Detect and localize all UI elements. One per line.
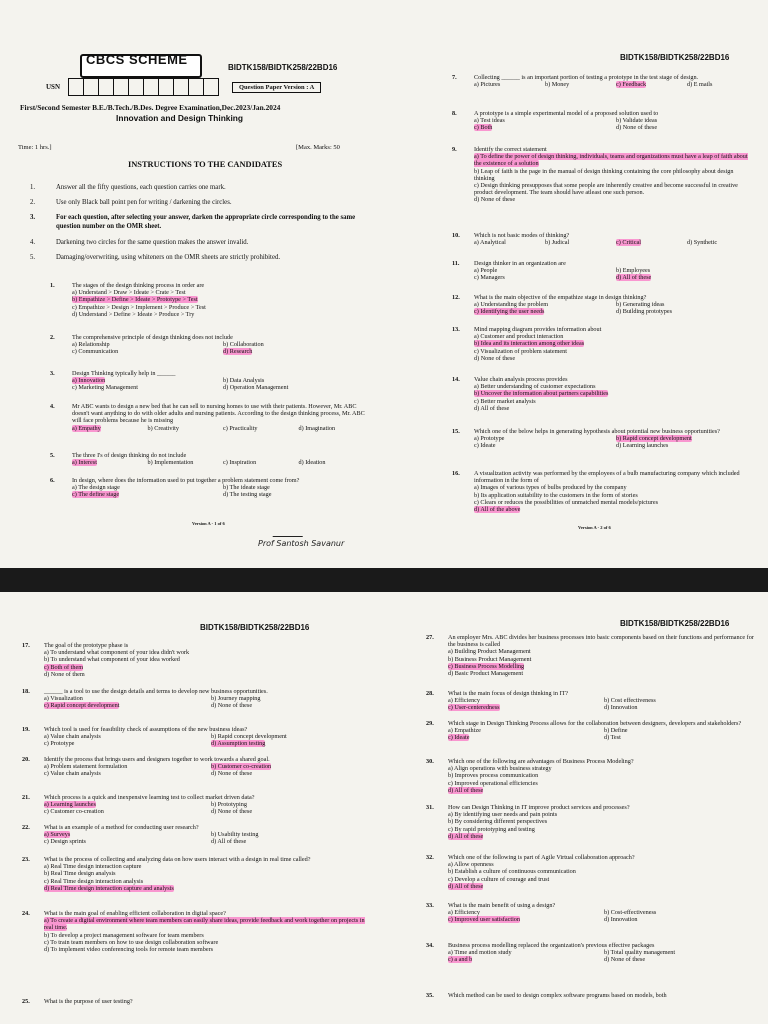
question-2: 2. The comprehensive principle of design thinking does not include a) Relationship b) Collaboration c) Communication d) Research [50, 334, 264, 356]
subject-title: Innovation and Design Thinking [116, 113, 244, 123]
question-21: 21. Which process is a quick and inexpensive learning test to collect market driven data? a) Learning launches b) Prototyping c) Customer co-creation d) None of these [22, 794, 255, 816]
page-2-footer: Version A - 2 of 6 [578, 525, 611, 530]
question-1: 1. The stages of the design thinking process in order are a) Understand > Draw > Ideate > Crate > Test b) Empathize > Define > Ideate > Prototype > Test c) Empathize > Design > Implement > Produce > Test d) Understand > Define > Ideate > Produce > Try [50, 282, 206, 318]
instruction-3: 3. For each question, after selecting your answer, darken the appropriate circle corresponding to the same question number on the OMR sheet. [30, 214, 356, 230]
bottom-scan-sheet [0, 592, 768, 1024]
question-18: 18. ______ is a tool to use the design details and terms to develop new business opportunities. a) Visualization b) Journey mapping c) Rapid concept development d) None of these [22, 688, 268, 710]
question-15: 15. Which one of the below helps in generating hypothesis about potential new business opportunities? a) Prototype b) Rapid concept development c) Ideate d) Learning launches [452, 428, 720, 450]
instruction-5: 5. Damaging/overwriting, using whiteners on the OMR sheets are strictly prohibited. [30, 254, 281, 261]
instruction-1: 1. Answer all the fifty questions, each question carries one mark. [30, 184, 226, 191]
question-10: 10. Which is not basic modes of thinking? a) Analytical b) Judical c) Critical d) Synthetic [452, 232, 718, 247]
question-32: 32. Which one of the following is part of Agile Virtual collaboration approach? a) Allow openness b) Establish a culture of continuous communication c) Develop a culture of courage and trust d) All of these [426, 854, 635, 890]
question-4: 4. Mr ABC wants to design a new bed that he can sell to nursing homes to use with their patients. However, Mr. ABC doesn't want anything to do with older adults and nursing patients. According to the design thinking process, Mr. ABC will face problems because he is missing a) Empathy b) Creativity c) Practicality d) Imagination [50, 403, 365, 432]
question-35: 35. Which method can be used to design complex software programs based on models, both [426, 992, 667, 999]
question-24: 24. What is the main goal of enabling efficient collaboration in digital space? a) To create a digital environment where team members can easily share ideas, provide feedback and work together on projects in real time. b) To develop a project management software for team members c) To train team members on how to use design collaboration software d) To implement video conferencing tools for remote team members [22, 910, 365, 954]
question-29: 29. Which stage in Design Thinking Process allows for the collaboration between designers, developers and stakeholders? a) Empathize b) Define c) Ideate d) Test [426, 720, 742, 742]
page-1 [0, 0, 384, 568]
question-27: 27. An employer Mrs. ABC divides her business processes into basic components based on their functions and performance for the business is called a) Building Product Management b) Business Product Management c) Business Process Modelling d) Basic Product Management [426, 634, 754, 678]
question-17: 17. The goal of the prototype phase is a) To understand what component of your idea didn't work b) To understand what component of your idea worked c) Both of them d) None of them [22, 642, 190, 678]
question-28: 28. What is the main focus of design thinking in IT? a) Efficiency b) Cost effectiveness c) User-centeredness d) Innovation [426, 690, 656, 712]
highlight-answer: b) Empathize > Define > Ideate > Prototype > Test [72, 296, 198, 304]
instructions-title: INSTRUCTIONS TO THE CANDIDATES [128, 160, 283, 169]
signature-scribble [273, 518, 310, 537]
question-16: 16. A visualization activity was performed by the employees of a bulb manufacturing company which included information in the form of a) Images of various types of bulbs produced by the company b) Its application suitability to the customers in the form of stories c) Clears or reduces the possibilities of unmatched mental models/pictures d) All of the above [452, 470, 740, 514]
question-19: 19. Which tool is used for feasibility check of assumptions of the new business ideas? a) Value chain analysis b) Rapid concept development c) Prototype d) Assumption testing [22, 726, 287, 748]
question-34: 34. Business process modelling replaced the organization's previous effective packages a) Time and motion study b) Total quality management c) a and b d) None of these [426, 942, 676, 964]
question-11: 11. Design thinker in an organization are a) People b) Employees c) Managers d) All of these [452, 260, 652, 282]
page-4-code: BIDTK158/BIDTK258/22BD16 [620, 619, 730, 628]
time-label: Time: 1 hrs.] [18, 144, 52, 151]
page-4 [400, 592, 762, 1024]
question-14: 14. Value chain analysis process provides a) Better understanding of customer expectations b) Uncover the information about partners capabilities c) Better market analysis d) All of these [452, 376, 609, 412]
page-3 [0, 592, 384, 1024]
exam-line: First/Second Semester B.E./B.Tech./B.Des. Degree Examination,Dec.2023/Jan.2024 [20, 103, 281, 112]
question-12: 12. What is the main objective of the empathize stage in design thinking? a) Understanding the problem b) Generating ideas c) Identifying the user needs d) Building prototypes [452, 294, 673, 316]
max-marks-label: [Max. Marks: 50 [296, 144, 340, 151]
question-9: 9. Identify the correct statement a) To define the power of design thinking, individuals, teams and organizations must have a leap of faith about the existence of a solution b) Leap of faith is the page in the manual of design thinking containing the core philosophy about design thinking c) Design thinking presupposes that some people are inherently creative and become successful in creative product development. The team should have atleast one such person. d) None of these [452, 146, 748, 204]
subject-code: BIDTK158/BIDTK258/22BD16 [228, 63, 338, 72]
question-5: 5. The three I's of design thinking do not include a) Interest b) Implementation c) Inspiration d) Ideation [50, 452, 326, 467]
question-25: 25. What is the purpose of user testing? [22, 998, 133, 1005]
question-22: 22. What is an example of a method for conducting user research? a) Surveys b) Usability testing c) Design sprints d) All of these [22, 824, 259, 846]
usn-boxes [68, 78, 219, 96]
page-1-footer: Version A - 1 of 6 [192, 521, 225, 526]
instruction-4: 4. Darkening two circles for the same question makes the answer invalid. [30, 239, 249, 246]
question-33: 33. What is the main benefit of using a design? a) Efficiency b) Cost-effectiveness c) Improved user satisfaction d) Innovation [426, 902, 657, 924]
page-2-code: BIDTK158/BIDTK258/22BD16 [620, 53, 730, 62]
instruction-2: 2. Use only Black ball point pen for writing / darkening the circles. [30, 199, 232, 206]
question-23: 23. What is the process of collecting and analyzing data on how users interact with a design in real time called? a) Real Time design interaction capture b) Real Time design analysis c) Real Time design interaction analysis d) Real Time design interaction capture and analysis [22, 856, 311, 892]
question-31: 31. How can Design Thinking in IT improve product services and processes? a) By identifying user needs and pain points b) By considering different perspectives c) By rapid prototyping and testing d) All of these [426, 804, 630, 840]
version-box: Question Paper Version : A [232, 82, 321, 93]
question-6: 6. In design, where does the information used to put together a problem statement come from? a) The design stage b) The ideate stage c) The define stage d) The testing stage [50, 477, 300, 499]
page-2 [430, 0, 760, 568]
question-20: 20. Identify the process that brings users and designers together to work towards a shared goal. a) Problem statement formulation b) Customer co-creation c) Value chain analysis d) None of these [22, 756, 272, 778]
question-8: 8. A prototype is a simple experimental model of a proposed solution used to a) Test ideas b) Validate ideas c) Both d) None of these [452, 110, 659, 132]
scheme-title: CBCS SCHEME [86, 52, 188, 67]
page-3-code: BIDTK158/BIDTK258/22BD16 [200, 623, 310, 632]
question-13: 13. Mind mapping diagram provides information about a) Customer and product interaction b) Idea and its interaction among other ideas c) Visualization of problem statement d) None of these [452, 326, 602, 362]
question-7: 7. Collecting ______ is an important portion of testing a prototype in the test stage of design. a) Pictures b) Money c) Feedback d) E mails [452, 74, 713, 89]
usn-label: USN [46, 83, 61, 91]
signature-note: Prof Santosh Savanur [258, 539, 345, 548]
question-30: 30. Which one of the following are advantages of Business Process Modeling? a) Align operations with business strategy b) Improves process communication c) Improved operational efficiencies d) All of these [426, 758, 634, 794]
question-3: 3. Design Thinking typically help in ______ a) Innovation b) Data Analysis c) Marketing Management d) Operation Management [50, 370, 289, 392]
